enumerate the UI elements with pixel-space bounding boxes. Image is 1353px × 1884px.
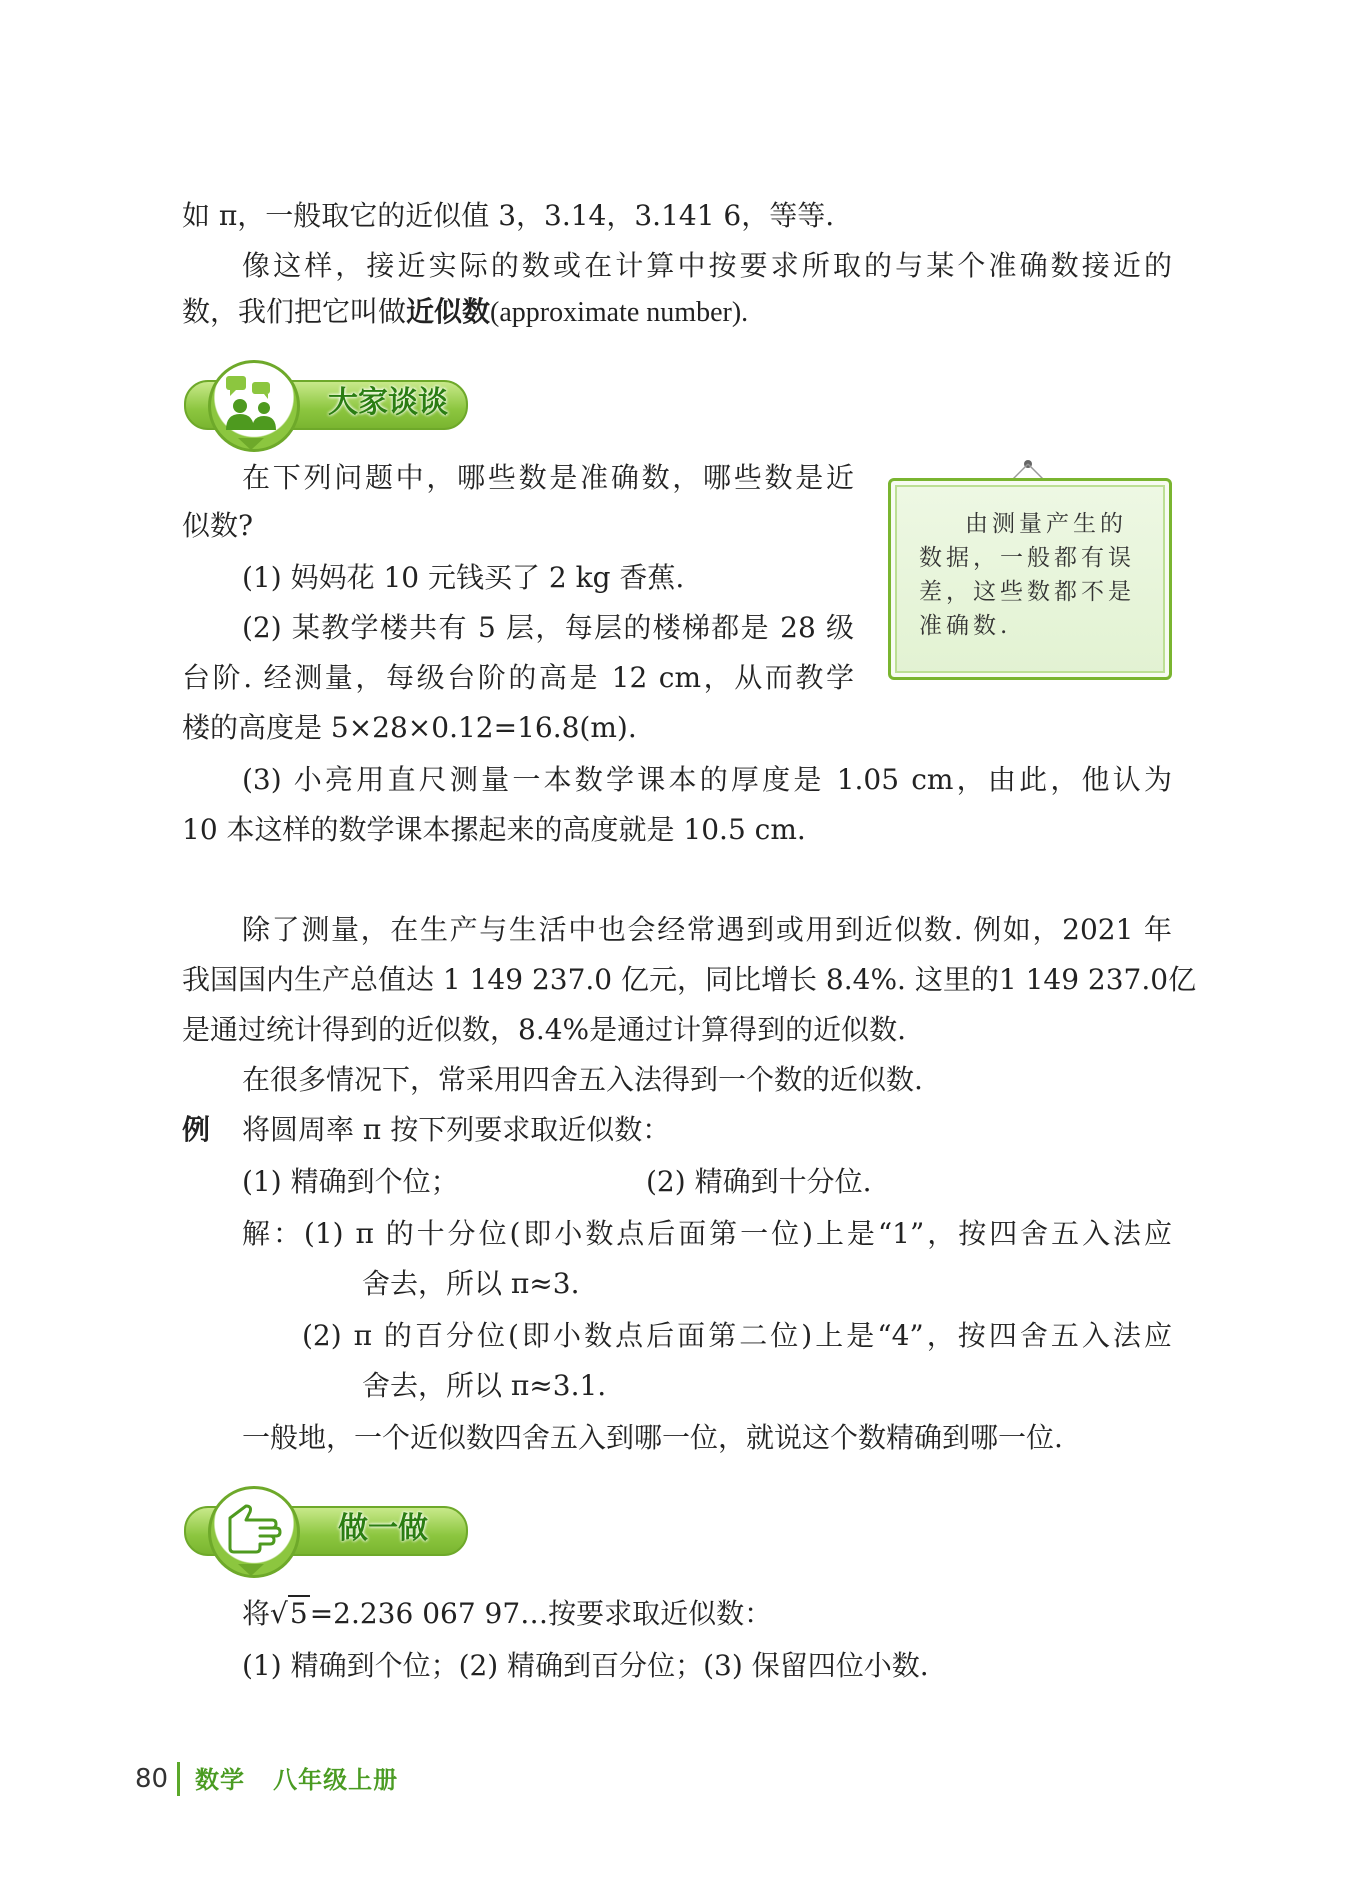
section-title-try: 做一做: [338, 1511, 428, 1546]
body-p1-line-3: 是通过统计得到的近似数，8.4%是通过计算得到的近似数.: [182, 1013, 907, 1046]
task-post: =2.236 067 97…按要求取近似数：: [309, 1597, 773, 1630]
question-line-1: 在下列问题中，哪些数是准确数，哪些数是近: [242, 461, 854, 494]
section-banner-discuss: [178, 352, 470, 452]
sqrt-sign: √: [270, 1597, 288, 1630]
intro-line-3-post: (approximate number).: [490, 297, 749, 328]
intro-line-3: [182, 292, 748, 333]
section-title-discuss: 大家谈谈: [328, 385, 448, 420]
summary-line: 一般地，一个近似数四舍五入到哪一位，就说这个数精确到哪一位.: [242, 1421, 1063, 1454]
example-text: 将圆周率 π 按下列要求取近似数：: [242, 1113, 671, 1146]
task-line: [242, 1594, 772, 1634]
footer-divider: [177, 1762, 180, 1796]
body-p1-line-1: 除了测量，在生产与生活中也会经常遇到或用到近似数. 例如，2021 年: [242, 913, 1172, 946]
question-line-2: 似数?: [182, 509, 254, 542]
task-pre: 将: [242, 1597, 271, 1630]
book-title: 数学 八年级上册: [195, 1766, 399, 1794]
solution-2-line-1: (2) π 的百分位(即小数点后面第二位)上是“4”，按四舍五入法应: [302, 1319, 1172, 1352]
term-approximate-number: 近似数: [406, 295, 491, 328]
banner-tab: [238, 438, 264, 450]
solution-1-line-2: 舍去，所以 π≈3.: [362, 1267, 580, 1300]
intro-line-3-pre: 数，我们把它叫做: [182, 295, 407, 328]
example-requirement-2: (2) 精确到十分位.: [646, 1165, 872, 1198]
sqrt-radicand: 5: [289, 1597, 308, 1630]
side-note: [888, 478, 1172, 680]
page-number: 80: [135, 1764, 169, 1794]
body-p2: 在很多情况下，常采用四舍五入法得到一个数的近似数.: [242, 1063, 923, 1096]
problem-3-line-1: (3) 小亮用直尺测量一本数学课本的厚度是 1.05 cm，由此，他认为: [242, 763, 1172, 796]
problem-2-line-3: 楼的高度是 5×28×0.12=16.8(m).: [182, 711, 637, 744]
example-requirement-1: (1) 精确到个位；: [242, 1165, 459, 1198]
body-p1-line-2: 我国国内生产总值达 1 149 237.0 亿元，同比增长 8.4%. 这里的1 149 237.0亿: [182, 963, 1197, 996]
intro-line-1: 如 π，一般取它的近似值 3，3.14，3.141 6，等等.: [182, 199, 835, 232]
problem-3-line-2: 10 本这样的数学课本摞起来的高度就是 10.5 cm.: [182, 813, 806, 846]
intro-line-2: 像这样，接近实际的数或在计算中按要求所取的与某个准确数接近的: [242, 249, 1172, 282]
problem-1: (1) 妈妈花 10 元钱买了 2 kg 香蕉.: [242, 561, 685, 594]
problem-2-line-1: (2) 某教学楼共有 5 层，每层的楼梯都是 28 级: [242, 611, 854, 644]
people-chat-icon: [222, 376, 282, 430]
side-note-text: 由测量产生的数据，一般都有误差，这些数都不是准确数.: [919, 511, 1135, 639]
solution-1-line-1: 解：(1) π 的十分位(即小数点后面第一位)上是“1”，按四舍五入法应: [242, 1217, 1172, 1250]
section-banner-try: [178, 1478, 470, 1578]
solution-2-line-2: 舍去，所以 π≈3.1.: [362, 1369, 607, 1402]
banner-tab: [238, 1564, 264, 1576]
task-items: (1) 精确到个位；(2) 精确到百分位；(3) 保留四位小数.: [242, 1649, 929, 1682]
example-label: 例: [182, 1113, 211, 1146]
problem-2-line-2: 台阶. 经测量，每级台阶的高是 12 cm，从而教学: [182, 661, 854, 694]
hand-pointing-icon: [222, 1502, 282, 1556]
